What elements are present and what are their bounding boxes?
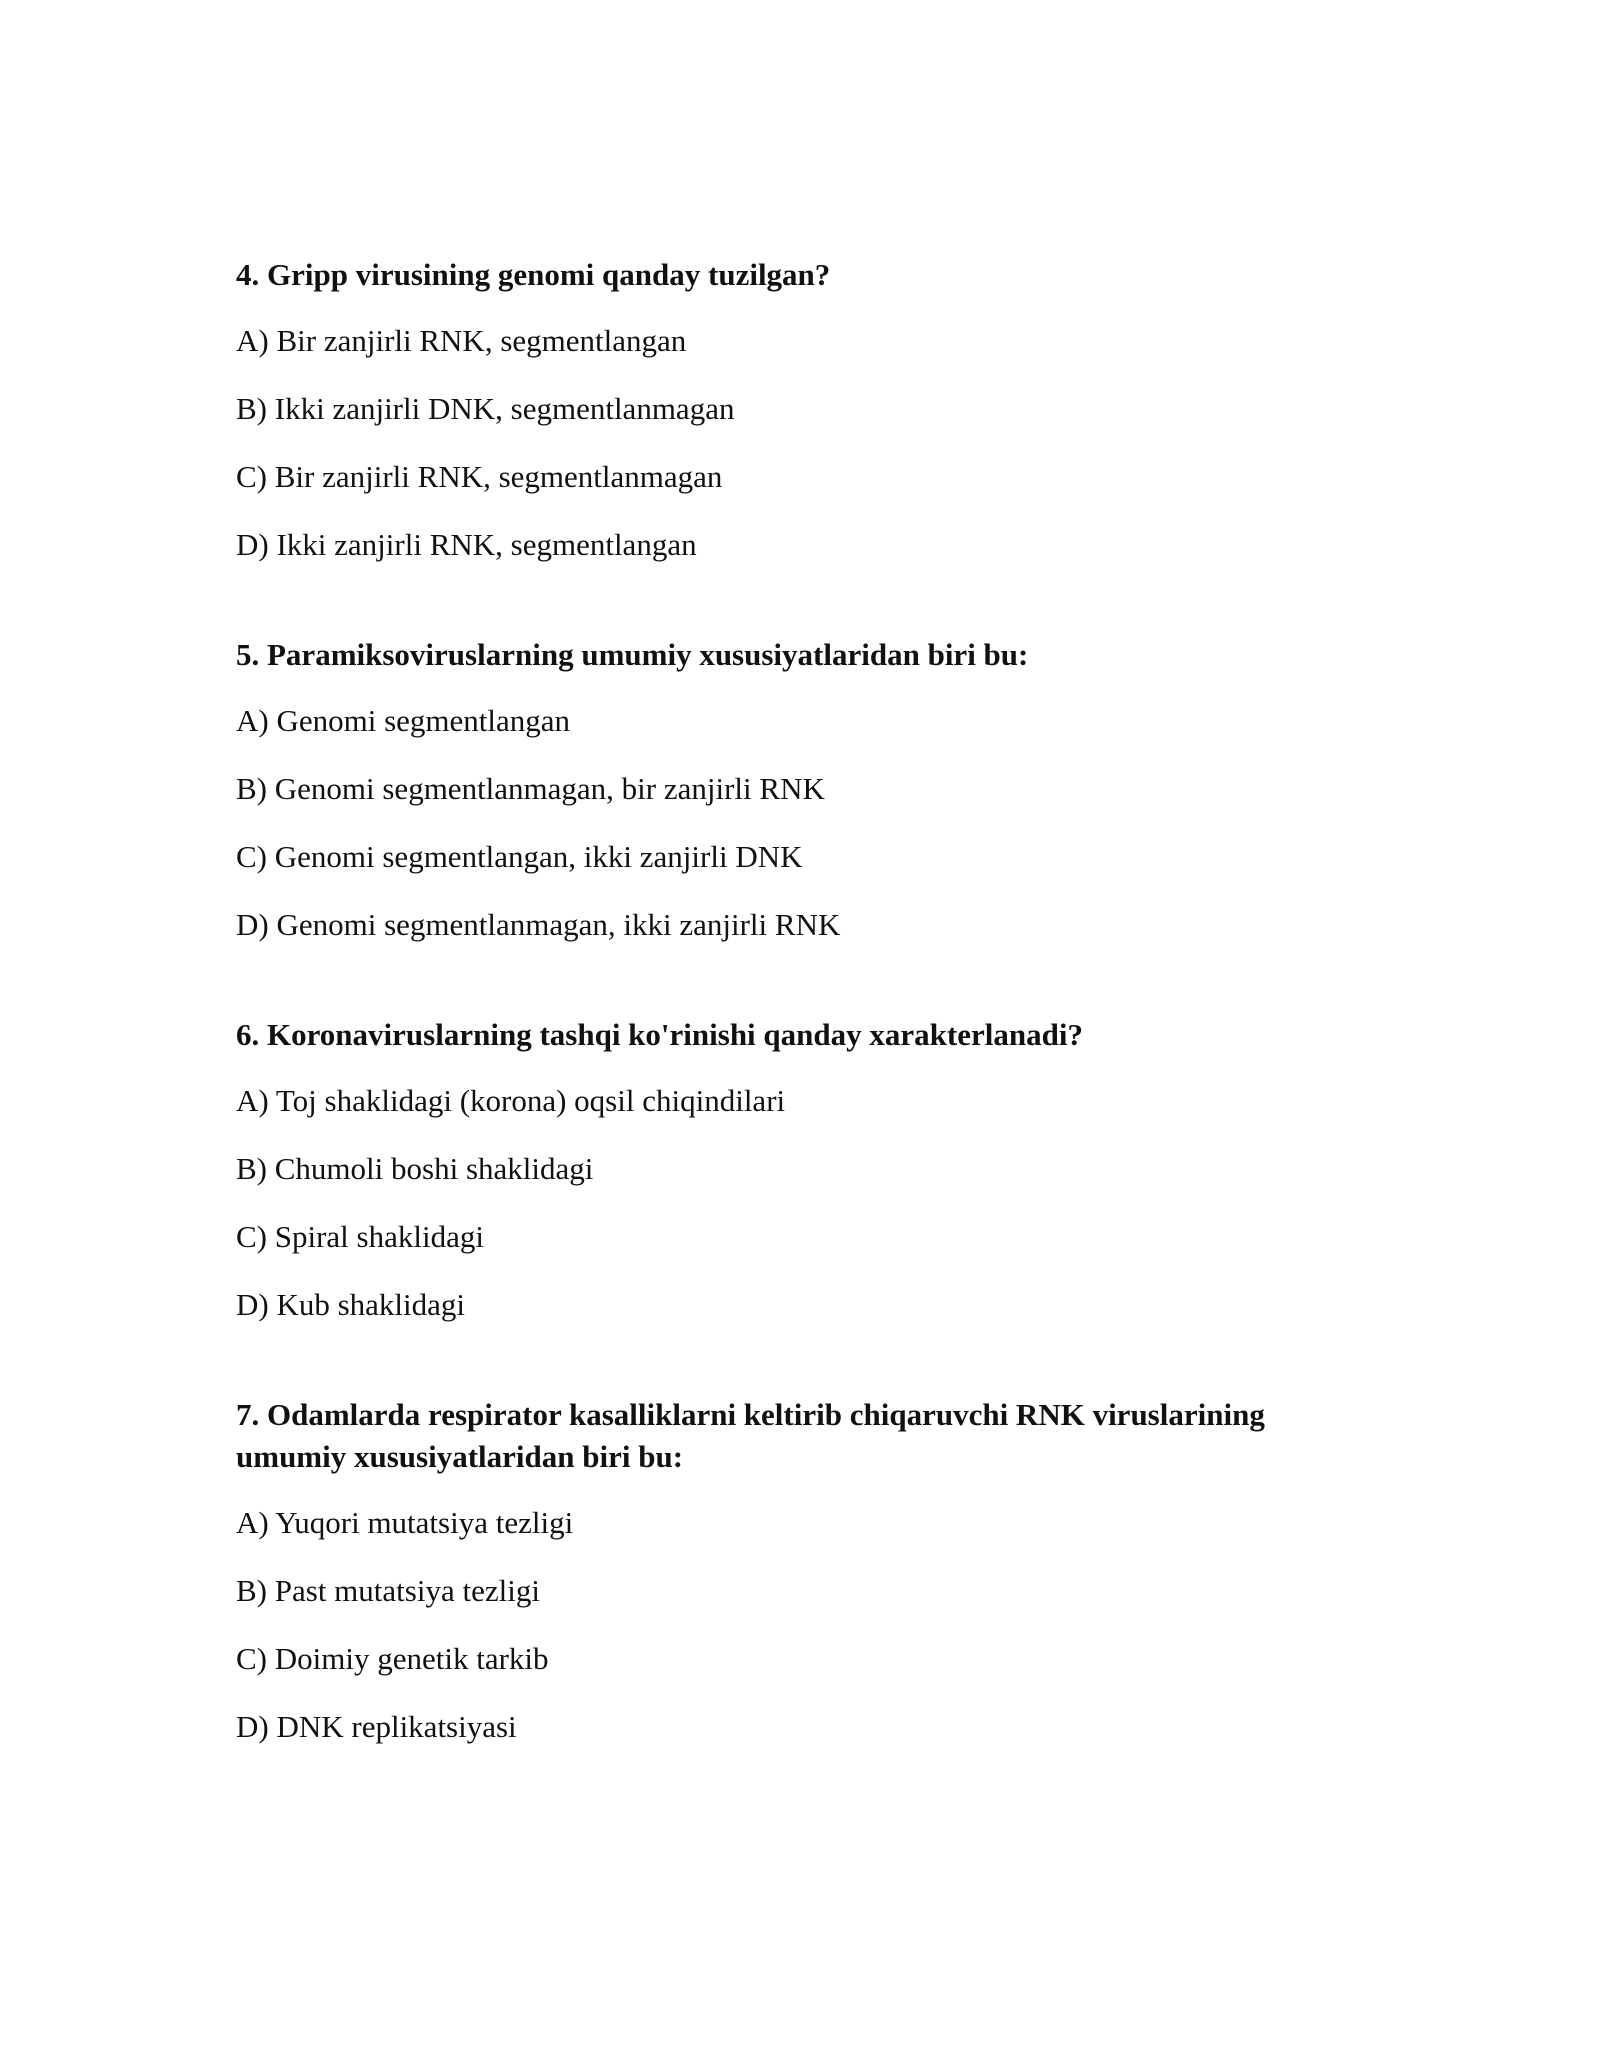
question-title: 7. Odamlarda respirator kasalliklarni keltirib chiqaruvchi RNK viruslarining umumiy xususiyatlaridan biri bu: bbox=[236, 1397, 1265, 1474]
answer-option-c: C) Spiral shaklidagi bbox=[236, 1219, 484, 1254]
question-7 bbox=[236, 1394, 1366, 1748]
question-title: 4. Gripp virusining genomi qanday tuzilgan? bbox=[236, 257, 831, 292]
answer-option-b: B) Chumoli boshi shaklidagi bbox=[236, 1151, 594, 1186]
answer-option-d: D) Kub shaklidagi bbox=[236, 1287, 466, 1322]
question-list bbox=[236, 254, 1366, 1816]
question-6 bbox=[236, 1014, 1366, 1326]
answer-option-b: B) Ikki zanjirli DNK, segmentlanmagan bbox=[236, 391, 735, 426]
answer-option-c: C) Genomi segmentlangan, ikki zanjirli DNK bbox=[236, 839, 803, 874]
answer-option-b: B) Past mutatsiya tezligi bbox=[236, 1573, 540, 1608]
answer-option-a: A) Toj shaklidagi (korona) oqsil chiqindilari bbox=[236, 1083, 786, 1118]
answer-option-a: A) Genomi segmentlangan bbox=[236, 703, 571, 738]
answer-option-a: A) Bir zanjirli RNK, segmentlangan bbox=[236, 323, 687, 358]
answer-option-c: C) Doimiy genetik tarkib bbox=[236, 1641, 549, 1676]
answer-option-a: A) Yuqori mutatsiya tezligi bbox=[236, 1505, 574, 1540]
question-title: 6. Koronaviruslarning tashqi ko'rinishi qanday xarakterlanadi? bbox=[236, 1017, 1083, 1052]
answer-option-b: B) Genomi segmentlanmagan, bir zanjirli RNK bbox=[236, 771, 825, 806]
answer-option-d: D) Ikki zanjirli RNK, segmentlangan bbox=[236, 527, 697, 562]
question-title: 5. Paramiksoviruslarning umumiy xususiyatlaridan biri bu: bbox=[236, 637, 1029, 672]
question-4 bbox=[236, 254, 1366, 566]
answer-option-d: D) DNK replikatsiyasi bbox=[236, 1709, 517, 1744]
answer-option-d: D) Genomi segmentlanmagan, ikki zanjirli RNK bbox=[236, 907, 841, 942]
answer-option-c: C) Bir zanjirli RNK, segmentlanmagan bbox=[236, 459, 723, 494]
question-5 bbox=[236, 634, 1366, 946]
